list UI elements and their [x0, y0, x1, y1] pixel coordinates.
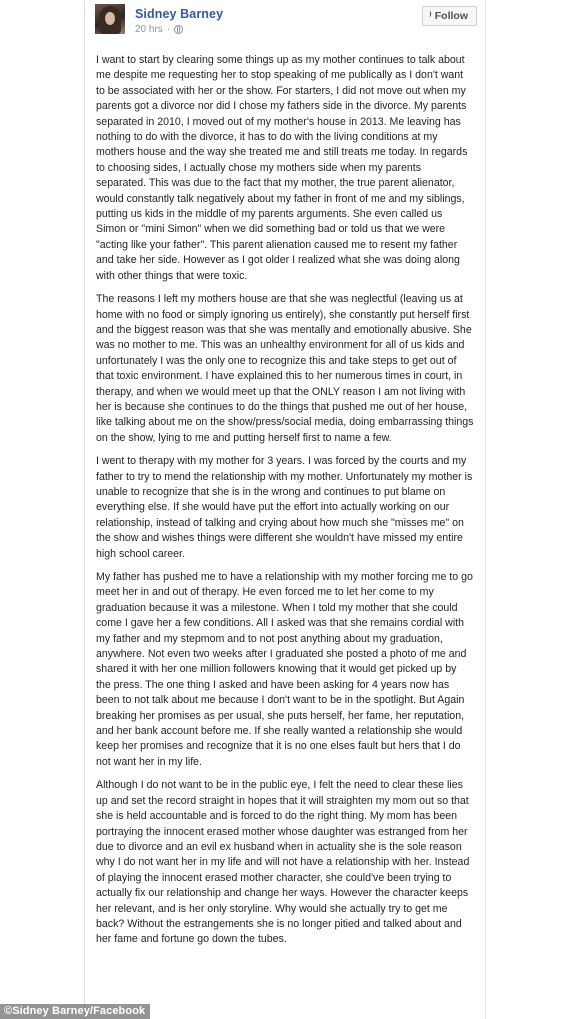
dot-separator: ·	[166, 24, 171, 35]
facebook-post-card	[84, 0, 486, 1019]
post-paragraph: The reasons I left my mothers house are that she was neglectful (leaving us at home with no food or simply ignoring us entirely), she constantly put herself first and the biggest reason was that she was mentally and emotionally abusive. She was no mother to me. This was an unhealthy environment for all of us kids and unfortunately I was the only one to recognize this and take steps to get out of that toxic environment. I have explained this to her numerous times in court, in therapy, and when we would meet up that the ONLY reason I am not living with her is because she continues to do the things that pushed me out of her house, like talking about me on the show/press/social media, doing embarrassing things on the show, lying to me and putting herself first to name a few.	[96, 293, 474, 444]
post-meta	[135, 24, 183, 35]
post-header	[85, 0, 485, 44]
rss-icon: ⁾	[428, 10, 432, 22]
avatar[interactable]	[95, 4, 125, 34]
follow-button[interactable]	[422, 6, 477, 26]
post-body	[85, 44, 485, 948]
post-author-name[interactable]: Sidney Barney	[135, 7, 224, 21]
avatar-face	[105, 12, 115, 25]
post-paragraph: My father has pushed me to have a relationship with my mother forcing me to go meet her in and out of therapy. He even forced me to let her come to my graduation because it was a milestone. When I told my mother that she could come I gave her a few conditions. All I asked was that she remains cordial with my father and my stepmom and to not post anything about my graduation, anywhere. Not even two weeks after I graduated she posted a photo of me and shared it with her one million followers knowing that it would get picked up by the press. The one thing I asked and have been asking for 4 years now has been to not talk about me because I don't want to be in the spotlight. But Again breaking her promises as per usual, she puts herself, her fame, her reputation, and her bank account before me. If she really wanted a relationship she would keep her promises and recognize that it is no one elses fault but hers that I do not want her in my life.	[96, 571, 473, 768]
post-paragraph: I went to therapy with my mother for 3 years. I was forced by the courts and my father to try to mend the relationship with my mother. Unfortunately my mother is unable to recognize that she is in the wrong and continues to put blame on everything else. If she would have put the effort into actually working on our relationship, instead of talking and crying about how much she "misses me" on the show and wishes things were different she wouldn't have missed my entire high school career.	[96, 455, 473, 560]
follow-button-label: Follow	[434, 10, 468, 22]
photo-credit: ©Sidney Barney/Facebook	[0, 1004, 150, 1019]
post-timestamp[interactable]: 20 hrs	[135, 24, 163, 35]
post-paragraph: Although I do not want to be in the public eye, I felt the need to clear these lies up and set the record straight in hopes that it will straighten my mom out so that she is held accountable and is forced to do the right thing. My mom has been portraying the innocent erased mother whose daughter was estranged from her due to divorce and an evil ex husband when in actuality she is the sole reason why I do not want her in my life and will not have a relationship with her. Instead of playing the innocent erased mother character, she could've been trying to actually fix our relationship and change her ways. However the character keeps her relevant, and is her only storyline. Why would she actually try to get me back? Without the estrangements she is no longer pitied and talked about and her fame and fortune go down the tubes.	[96, 779, 470, 946]
globe-icon	[174, 25, 183, 34]
post-paragraph: I want to start by clearing some things up as my mother continues to talk about me despite me requesting her to stop speaking of me publically as I don't want to be associated with her or the show. For starters, I did not move out when my parents got a divorce nor did I chose my fathers side in the divorce. My parents separated in 2010, I moved out of my mother's house in 2013. Me leaving has nothing to do with the divorce, it has to do with the living conditions at my mothers house and the way she treated me and still treats me today. In regards to choosing sides, I actually chose my mothers side when my parents separated. This was due to the fact that my mother, the true parent alienator, would constantly talk negatively about my father in front of me and my siblings, putting us kids in the middle of my parents arguments. She even called us Simon or "mini Simon" when we did something bad or told us that we were "acting like your father". This parent alienation caused me to resent my father and take her side. However as I got older I realized what she was doing along with other things that were toxic.	[96, 54, 468, 282]
